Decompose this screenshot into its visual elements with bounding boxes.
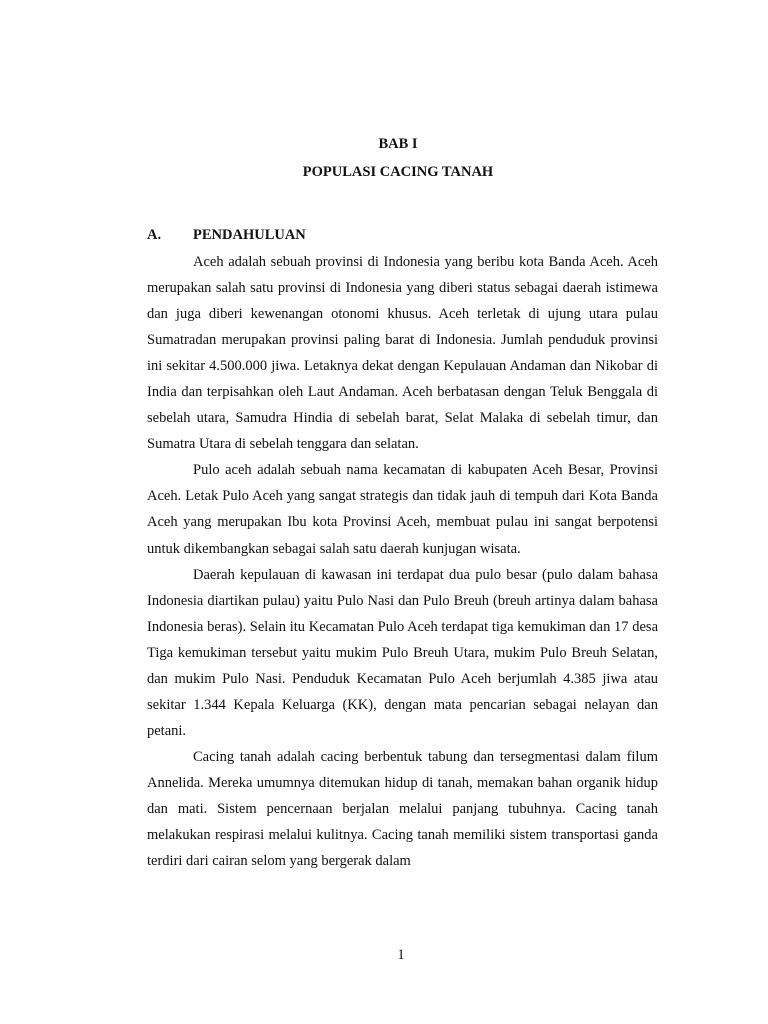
section-number: A.	[147, 227, 162, 243]
paragraph-kepulauan: Daerah kepulauan di kawasan ini terdapat dua pulo besar (pulo dalam bahasa Indonesia diartikan pulau) yaitu Pulo Nasi dan Pulo Breuh (breuh artinya dalam bahasa Indonesia beras). Selain itu Kecamatan Pulo Aceh terdapat tiga kemukiman dan 17 desa Tiga kemukiman tersebut yaitu mukim Pulo Breuh Utara, mukim Pulo Breuh Selatan, dan mukim Pulo Nasi. Penduduk Kecamatan Pulo Aceh berjumlah 4.385 jiwa atau sekitar 1.344 Kepala Keluarga (KK), dengan mata pencarian sebagai nelayan dan petani.	[147, 566, 658, 739]
section-heading	[147, 227, 306, 244]
body-text	[147, 249, 658, 874]
paragraph-cacing-tanah: Cacing tanah adalah cacing berbentuk tabung dan tersegmentasi dalam filum Annelida. Mereka umumnya ditemukan hidup di tanah, memakan bahan organik hidup dan mati. Sistem pencernaan berjalan melalui panjang tubuhnya. Cacing tanah melakukan respirasi melalui kulitnya. Cacing tanah memiliki sistem transportasi ganda terdiri dari cairan selom yang bergerak dalam	[147, 748, 658, 870]
chapter-title: POPULASI CACING TANAH	[302, 164, 494, 180]
section-title: PENDAHULUAN	[193, 227, 306, 243]
paragraph-pulo-aceh: Pulo aceh adalah sebuah nama kecamatan di kabupaten Aceh Besar, Provinsi Aceh. Letak Pulo Aceh yang sangat strategis dan tidak jauh di tempuh dari Kota Banda Aceh yang merupakan Ibu kota Provinsi Aceh, membuat pulau ini sangat berpotensi untuk dikembangkan sebagai salah satu daerah kunjugan wisata.	[147, 462, 658, 557]
paragraph-aceh: Aceh adalah sebuah provinsi di Indonesia yang beribu kota Banda Aceh. Aceh merupakan salah satu provinsi di Indonesia yang diberi status sebagai daerah istimewa dan juga diberi kewenangan otonomi khusus. Aceh terletak di ujung utara pulau Sumatradan merupakan provinsi paling barat di Indonesia. Jumlah penduduk provinsi ini sekitar 4.500.000 jiwa. Letaknya dekat dengan Kepulauan Andaman dan Nikobar di India dan terpisahkan oleh Laut Andaman. Aceh berbatasan dengan Teluk Benggala di sebelah utara, Samudra Hindia di sebelah barat, Selat Malaka di sebelah timur, dan Sumatra Utara di sebelah tenggara dan selatan.	[147, 254, 658, 453]
page-number: 1	[397, 947, 405, 963]
chapter-number: BAB I	[378, 136, 418, 152]
